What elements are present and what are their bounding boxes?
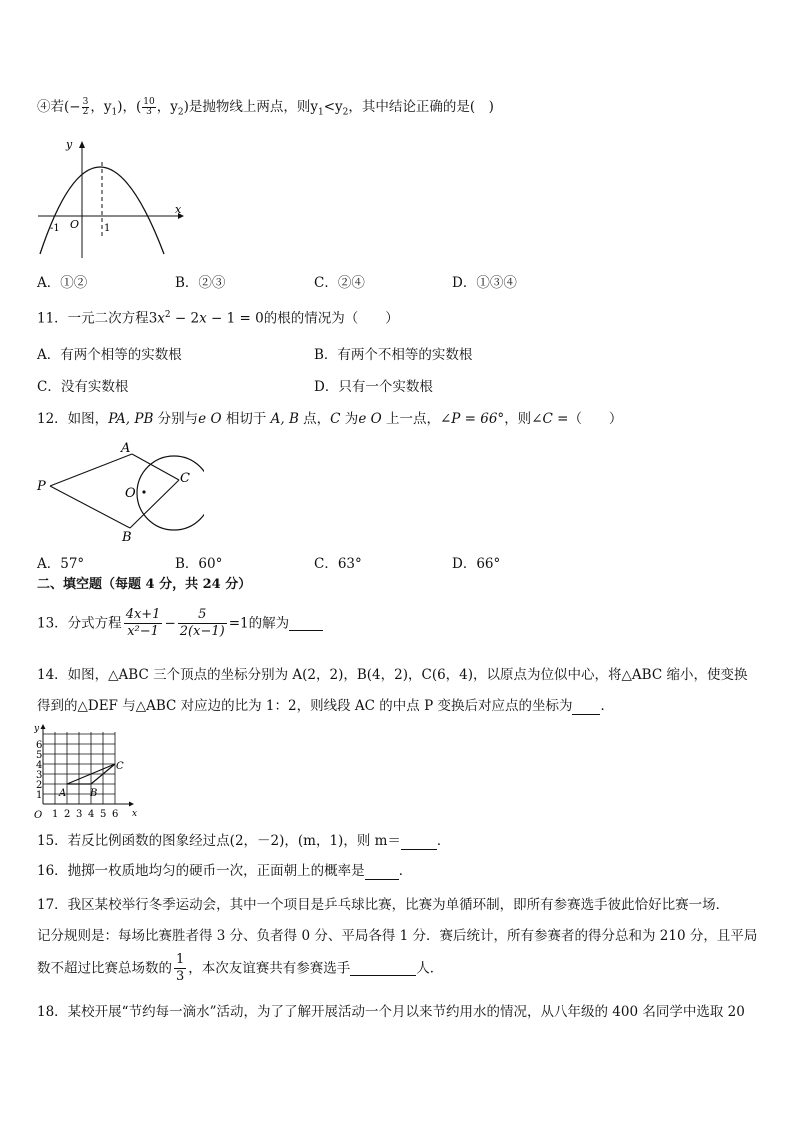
q11-option-b[interactable]: B．有两个不相等的实数根 <box>314 347 473 363</box>
fraction-3-2: $\frac{3}{2}$ <box>82 97 89 117</box>
q17-answer-blank[interactable] <box>350 961 416 976</box>
grid-x-arrow <box>129 802 134 807</box>
svg-text:1: 1 <box>36 790 43 801</box>
svg-text:5: 5 <box>36 750 43 761</box>
q14-answer-blank[interactable] <box>572 700 600 715</box>
parabola-graph <box>36 136 186 262</box>
label-a: A <box>121 441 131 456</box>
graph-x-label: x <box>175 203 182 216</box>
y-axis-arrow <box>79 141 85 148</box>
q11-option-a[interactable]: A．有两个相等的实数根 <box>37 347 182 363</box>
q10-option-a[interactable]: A．①② <box>37 275 88 291</box>
graph-origin: O <box>70 218 80 231</box>
svg-text:2: 2 <box>36 780 43 791</box>
coordinate-grid-figure <box>34 724 144 822</box>
svg-text:1: 1 <box>52 809 59 820</box>
q12-option-a[interactable]: A．57° <box>37 556 85 572</box>
q15-stem: 15．若反比例函数的图象经过点(2，－2)，(m，1)，则 m＝ ． <box>37 833 451 849</box>
q10-option-b[interactable]: B．②③ <box>175 275 226 291</box>
q17-line-1: 17．我区某校举行冬季运动会，其中一个项目是乒乓球比赛，比赛为单循环制，即所有参赛选手彼此恰好比赛一场． <box>37 897 730 913</box>
q13-fraction-1: $\frac{4x+1}{\text{x²−1}}$ <box>125 607 161 639</box>
graph-pos1: 1 <box>104 223 111 234</box>
svg-text:4: 4 <box>88 809 95 820</box>
q10-option-d[interactable]: D．①③④ <box>452 275 517 291</box>
q13-fraction-2: $\frac{5}{2(x-1)}$ <box>179 607 225 639</box>
q16-answer-blank[interactable] <box>365 865 399 880</box>
q13-answer-blank[interactable] <box>289 616 323 631</box>
q12-option-b[interactable]: B．60° <box>175 556 223 572</box>
q11-option-d[interactable]: D．只有一个实数根 <box>314 379 433 395</box>
tangent-pa <box>50 454 132 486</box>
graph-y-label: y <box>66 138 73 151</box>
q13-stem: 13．分式方程 $\frac{4x+1}{\text{x²−1}}$ − $\frac{5}{2(x-1)}$ =1的解为 <box>37 607 323 647</box>
center-dot <box>142 490 145 493</box>
q12-stem: 12．如图，PA, PB 分别与e O 相切于 A, B 点，C 为e O 上一点，∠P = 66°，则∠C =（ ） <box>37 411 623 427</box>
circle-o <box>137 456 204 530</box>
q17-line-2: 记分规则是：每场比赛胜者得 3 分、负者得 0 分、平局各得 1 分．赛后统计，所有参赛者的得分总和为 210 分，且平局 <box>37 928 758 944</box>
label-p: P <box>37 479 46 494</box>
chord-ac <box>132 454 179 480</box>
svg-text:6: 6 <box>36 740 43 751</box>
svg-text:3: 3 <box>36 770 43 781</box>
label-c: C <box>180 471 190 486</box>
q14-line-1: 14．如图，△ABC 三个顶点的坐标分别为 A(2，2)，B(4，2)，C(6，4)，以原点为位似中心，将△ABC 缩小，使变换 <box>37 667 748 683</box>
parabola-curve <box>40 167 164 254</box>
graph-neg1: -1 <box>50 223 60 234</box>
grid-y-label: y <box>34 724 40 734</box>
grid-y-tick-labels <box>36 740 42 801</box>
q11-stem: 11．一元二次方程$3x^2 - 2x - 1 = 0$的根的情况为（ ） <box>37 310 399 327</box>
q18-line-1: 18．某校开展“节约每一滴水”活动，为了了解开展活动一个月以来节约用水的情况，从八年级的 400 名同学中选取 20 <box>37 1004 745 1020</box>
q10-statement-4: ④若(− $\frac{3}{2}$ ，$y_1$)，( $\frac{10}{3}$ ，$y_2$)是抛物线上两点，则$y_1<y_2$，其中结论正确的是( ) <box>37 97 494 118</box>
section-2-heading: 二、填空题（每题 4 分，共 24 分） <box>37 577 252 592</box>
grid-origin: O <box>34 810 43 821</box>
grid-label-a: A <box>59 788 67 799</box>
q16-stem: 16．抛掷一枚质地均匀的硬币一次，正面朝上的概率是 ． <box>37 863 413 879</box>
q17-fraction-1-3: $\frac{1}{3}$ <box>176 952 185 984</box>
q17-line-3: 数不超过比赛总场数的 $\frac{1}{3}$ ，本次友谊赛共有参赛选手 人． <box>37 952 444 984</box>
svg-text:6: 6 <box>112 809 119 820</box>
grid-label-c: C <box>116 761 124 772</box>
label-b: B <box>122 530 132 545</box>
fraction-10-3: $\frac{10}{3}$ <box>143 97 155 117</box>
q15-answer-blank[interactable] <box>401 835 437 850</box>
svg-text:5: 5 <box>100 809 107 820</box>
q11-option-c[interactable]: C．没有实数根 <box>37 379 129 395</box>
tangent-pb <box>50 486 130 528</box>
svg-text:2: 2 <box>64 809 71 820</box>
svg-text:4: 4 <box>36 760 43 771</box>
grid-x-tick-labels <box>52 809 118 820</box>
grid-x-label: x <box>132 809 138 819</box>
grid-y-arrow <box>41 724 46 729</box>
label-o: O <box>125 486 136 501</box>
svg-text:3: 3 <box>76 809 83 820</box>
q14-line-2: 得到的△DEF 与△ABC 对应边的比为 1：2，则线段 AC 的中点 P 变换后对应点的坐标为 ． <box>37 698 614 714</box>
q12-option-d[interactable]: D．66° <box>452 556 501 572</box>
q10-option-c[interactable]: C．②④ <box>314 275 365 291</box>
tangent-circle-figure <box>34 440 204 546</box>
q12-option-c[interactable]: C．63° <box>314 556 362 572</box>
grid-label-b: B <box>90 788 98 799</box>
